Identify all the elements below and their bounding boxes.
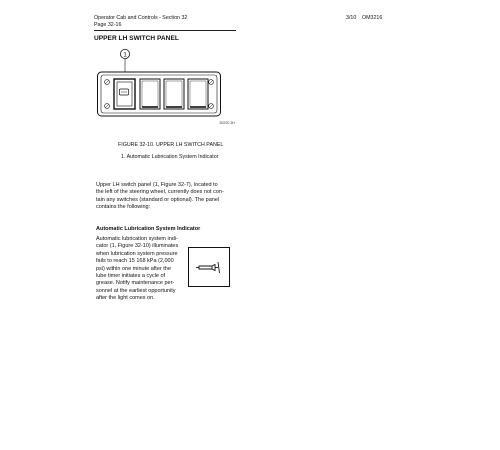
paragraph-line: the left of the steering wheel, currently does not con- [96,189,224,196]
lube-indicator-slot [114,79,135,109]
grease-gun-icon [188,247,230,287]
panel-screw-icon [105,80,110,85]
subsection-paragraph [96,236,184,303]
panel-screw-icon [209,80,214,85]
paragraph-line: cator (1, Figure 32-10) illuminates [96,243,179,250]
blank-switch-slot [140,79,160,109]
blank-switch-slot [164,79,184,109]
figure-legend-item: 1. Automatic Lubrication System Indicator [121,154,219,160]
header-section-title: Operator Cab and Controls - Section 32 [94,15,188,21]
panel-screw-icon [209,104,214,109]
paragraph-line: lube timer initiates a cycle of [96,273,166,280]
subsection-heading: Automatic Lubrication System Indicator [96,226,201,232]
blank-switch-slot [188,79,208,109]
figure-image-code: 30220 3H [219,121,235,125]
figure-caption: FIGURE 32-10. UPPER LH SWITCH PANEL [118,142,224,148]
intro-paragraph [96,182,231,212]
header-doc-code: OM3216 [362,15,383,21]
paragraph-line: when lubrication system pressure [96,250,178,257]
header-date: 3/10 [346,15,357,21]
paragraph-line: psi) within one minute after the [96,265,171,272]
header-rule [94,30,236,31]
header-page-number: Page 32-16 [94,22,122,28]
paragraph-line: Upper LH switch panel (1, Figure 32-7), located to [96,182,218,188]
switch-panel-figure [96,46,236,132]
panel-screw-icon [105,104,110,109]
paragraph-line: grease. Notify maintenance per- [96,280,175,287]
figure-callout-number: 1 [123,51,127,59]
paragraph-line: fails to reach 15 168 kPa (2,000 [96,258,174,265]
paragraph-line: sonnel at the earliest opportunity [96,287,176,294]
paragraph-line: tain any switches (standard or optional). The panel [96,196,220,203]
paragraph-line: Automatic lubrication system indi- [96,236,178,242]
paragraph-line: contains the following: [96,204,151,211]
paragraph-line: after the light comes on. [96,295,155,302]
page-title: UPPER LH SWITCH PANEL [94,35,179,42]
